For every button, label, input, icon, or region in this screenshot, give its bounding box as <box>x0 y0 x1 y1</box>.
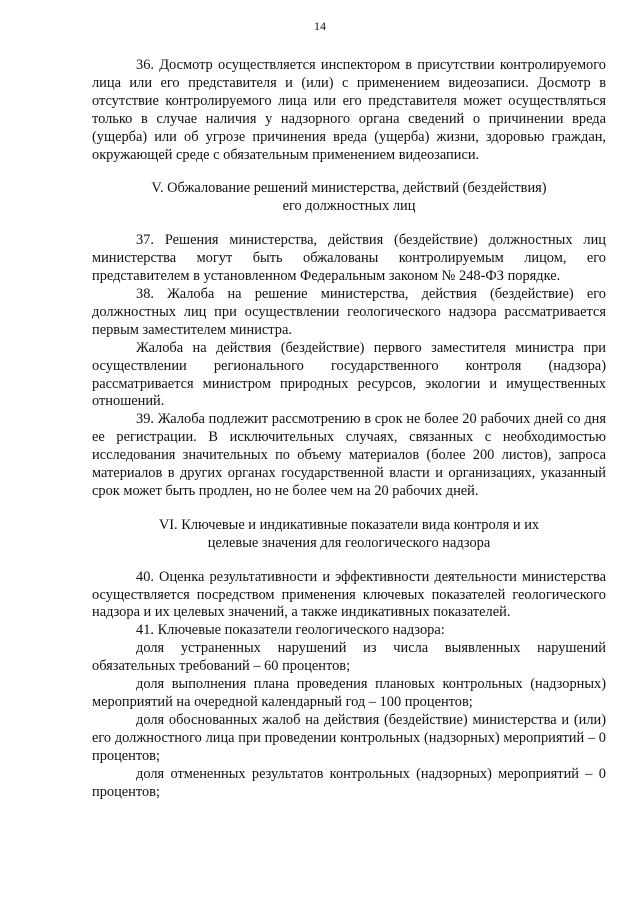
section-5-heading-line-2: его должностных лиц <box>282 198 416 215</box>
paragraph-41: 41. Ключевые показатели геологического надзора: <box>136 622 445 639</box>
section-5-heading <box>92 180 606 216</box>
indicator-item: доля отмененных результатов контрольных (надзорных) мероприятий – 0 процентов; <box>92 765 606 800</box>
section-6-heading-line-2: целевые значения для геологического надзора <box>207 534 491 551</box>
section-6-heading <box>92 517 606 553</box>
section-5-heading-line-1: V. Обжалование решений министерства, действий (бездействия) <box>151 180 547 197</box>
document-body <box>92 57 606 801</box>
paragraph-38: 38. Жалоба на решение министерства, действия (бездействие) его должностных лиц при осуществлении геологического надзора рассматривается первым заместителем министра. <box>92 285 606 338</box>
page-number: 14 <box>314 19 326 33</box>
indicator-item: доля выполнения плана проведения плановых контрольных (надзорных) мероприятий на очередной календарный год – 100 процентов; <box>92 676 606 710</box>
indicator-item: доля устраненных нарушений из числа выявленных нарушений обязательных требований – 60 процентов; <box>92 640 606 675</box>
paragraph-39: 39. Жалоба подлежит рассмотрению в срок не более 20 рабочих дней со дня ее регистрации. В исключительных случаях, связанных с необходимостью исследования значительных по объему материалов (более 200 листов), запроса материалов в других органах государственной власти и организациях, указанный срок может быть продлен, но не более чем на 20 рабочих дней. <box>92 411 606 499</box>
paragraph-38-appeal-deputy: Жалоба на действия (бездействие) первого заместителя министра при осуществлении регионального государственного контроля (надзора) рассматривается министром природных ресурсов, экологии и имущественных отношений. <box>92 339 606 410</box>
section-6-heading-line-1: VI. Ключевые и индикативные показатели вида контроля и их <box>158 516 540 533</box>
paragraph-37: 37. Решения министерства, действия (бездействие) должностных лиц министерства могут быть обжалованы контролируемым лицом, его представителем в установленном Федеральным законом № 248-ФЗ порядке. <box>92 232 606 285</box>
paragraph-40: 40. Оценка результативности и эффективности деятельности министерства осуществляется посредством применения ключевых показателей геологического надзора и их целевых значений, а также индикативных показателей. <box>92 568 606 621</box>
indicator-item: доля обоснованных жалоб на действия (бездействие) министерства и (или) его должностного лица при проведении контрольных (надзорных) мероприятий – 0 процентов; <box>92 711 606 764</box>
paragraph-36: 36. Досмотр осуществляется инспектором в присутствии контролируемого лица или его представителя и (или) с применением видеозаписи. Досмотр в отсутствие контролируемого лица или его представителя может осуществляться только в случае наличия у надзорного органа сведений о причинении вреда (ущерба) или об угрозе причинения вреда (ущерба) жизни, здоровью граждан, окружающей среде с обязательным применением видеозаписи. <box>92 57 606 163</box>
